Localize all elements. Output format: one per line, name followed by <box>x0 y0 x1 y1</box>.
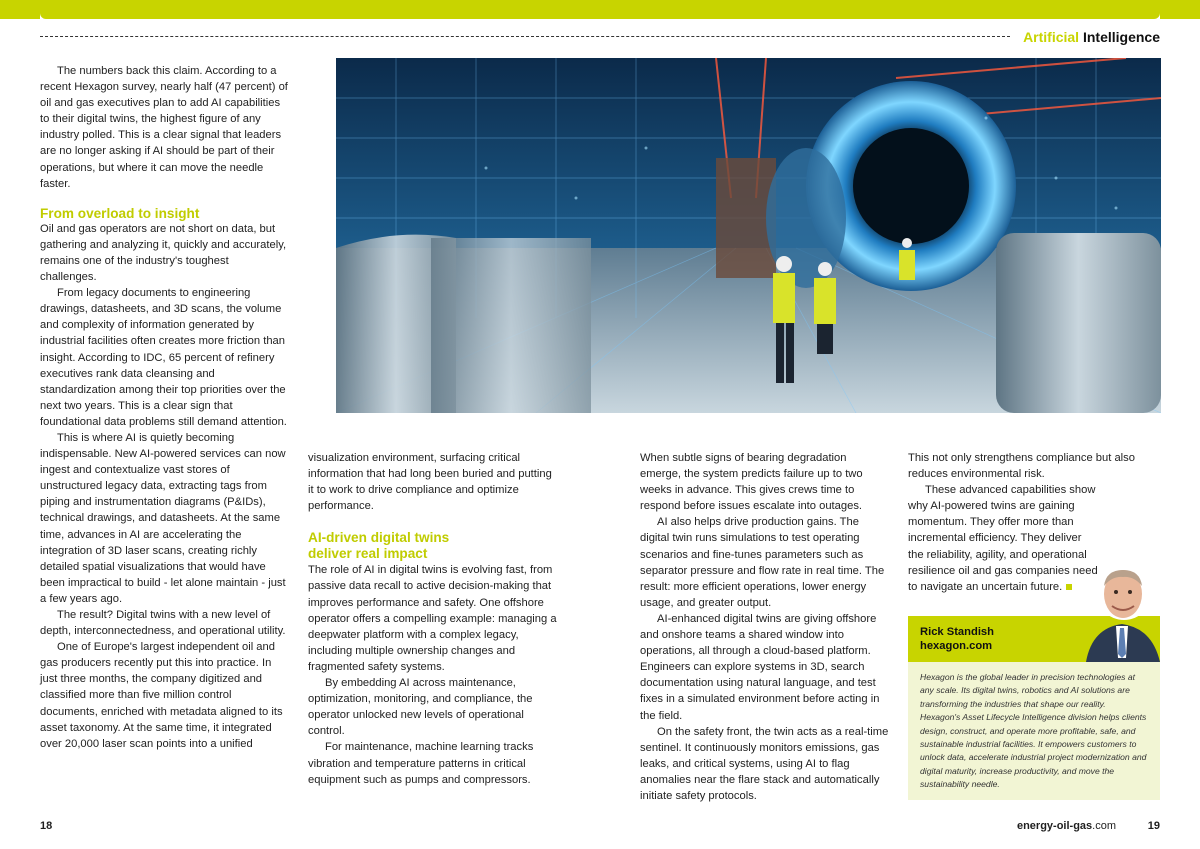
footer-website-name: energy-oil-gas <box>1016 820 1093 832</box>
digital-twin-facility-photo <box>336 58 1161 413</box>
paragraph: AI also helps drive production gains. The digital twin runs simulations to test operating scenarios and fine-tunes parameters such as separator pressure and flow rate in real time. The result: more efficient operations, lower energy usage, and greater output. <box>640 516 885 609</box>
paragraph: The numbers back this claim. According to a recent Hexagon survey, nearly half (47 percent) of oil and gas executives plan to add AI capabilities to their digital twins, the highest figure of any industry polled. This is a clear signal that leaders are no longer asking if AI should be part of their operations, but where it can move the needle faster. <box>40 65 288 190</box>
paragraph: For maintenance, machine learning tracks vibration and temperature patterns in critical equipment such as pumps and compressors. <box>308 741 534 786</box>
paragraph: On the safety front, the twin acts as a real-time sentinel. It continuously monitors emissions, gas leaks, and critical systems, using AI to flag anomalies near the flare stack and automatically initiate safety protocols. <box>640 725 889 802</box>
footer-website[interactable] <box>1017 820 1116 832</box>
top-accent-bar-right <box>1160 0 1200 19</box>
closing-text: These advanced capabilities show why AI-powered twins are gaining momentum. They offer more than incremental efficiency. They deliver the reliability, agility, and operational resilience oil and gas companies need to navigate an uncertain future. <box>908 484 1098 593</box>
article-column-3 <box>640 450 890 804</box>
paragraph: visualization environment, surfacing critical information that had long been buried and putting it to work to drive compliance and optimize performance. <box>308 452 552 513</box>
paragraph: The role of AI in digital twins is evolving fast, from passive data recall to active decision-making that improves performance and safety. One offshore operator offers a compelling example: managing a deepwater platform with a complex legacy, including multiple ownership changes and fragmented safety systems. <box>308 564 557 673</box>
top-accent-bar <box>40 0 1160 19</box>
paragraph: When subtle signs of bearing degradation emerge, the system predicts failure up to two weeks in advance. This gives crews time to respond before issues escalate into outages. <box>640 452 863 513</box>
company-bio: Hexagon is the global leader in precision technologies at any scale. Its digital twins, robotics and AI solutions are transforming the industries that shape our reality. Hexagon's Asset Lifecycle Intelligence division helps clients design, construct, and operate more profitable, safe, and sustainable industrial facilities. It empowers customers to unlock data, accelerate industrial project modernization and digital maturity, increase productivity, and move the sustainability needle. <box>908 662 1160 800</box>
page-number-right: 19 <box>1147 820 1160 832</box>
paragraph: This not only strengthens compliance but also reduces environmental risk. <box>908 452 1135 481</box>
paragraph: By embedding AI across maintenance, optimization, monitoring, and compliance, the operator unlocked new levels of operational control. <box>308 677 533 738</box>
header-rule <box>40 36 1010 37</box>
article-column-1 <box>40 63 288 752</box>
section-tag-highlight: Artificial <box>1023 29 1080 45</box>
paragraph: From legacy documents to engineering drawings, datasheets, and 3D scans, the volume and complexity of information generated by industrial facilities often creates more friction than insight. According to IDC, 65 percent of refinery executives rank data cleansing and standardization among their top priorities over the next two years. This is a clear sign that foundational data problems still demand attention. <box>40 287 287 428</box>
author-portrait <box>1082 558 1160 662</box>
footer-website-tld: .com <box>1092 820 1116 832</box>
paragraph-closing <box>908 482 1098 595</box>
paragraph: AI-enhanced digital twins are giving offshore and onshore teams a shared window into operations, all through a cloud-based platform. Engineers can explore systems in 3D, search documentation using natural language, and test fixes in a simulated environment before acting in the field. <box>640 612 880 722</box>
author-website: hexagon.com <box>920 640 993 652</box>
section-tag-rest: Intelligence <box>1082 29 1160 45</box>
paragraph: Oil and gas operators are not short on data, but gathering and analyzing it, quickly and accurately, remains one of the industry's toughest challenges. <box>40 222 287 284</box>
page-number-left: 18 <box>40 820 53 832</box>
paragraph: This is where AI is quietly becoming indispensable. New AI-powered services can now ingest and contextualize vast stores of unstructured legacy data, extracting tags from piping and instrumentation diagrams (P&IDs), technical drawings, and datasheets. At the same time, advances in AI are accelerating the integration of 3D laser scans, creating richly detailed spatial visualizations that would have been impractical to build - let alone maintain - just a few years ago. <box>40 431 286 605</box>
paragraph: One of Europe's largest independent oil and gas producers recently put this into practice. In just three months, the company digitized and classified more than five million control documents, enriched with metadata aligned to its asset taxonomy. At the same time, it integrated over 20,000 laser scan points into a unified <box>40 641 283 750</box>
article-column-2 <box>308 450 558 788</box>
subheading-digital-twins: AI-driven digital twins deliver real impact <box>308 530 450 562</box>
square-end-mark-icon <box>1066 584 1072 590</box>
section-tag <box>1023 29 1160 45</box>
paragraph: The result? Digital twins with a new level of depth, interconnectedness, and operational utility. <box>40 609 286 638</box>
author-name: Rick Standish <box>920 626 994 638</box>
subheading-overload: From overload to insight <box>40 205 200 221</box>
top-accent-bar-left <box>0 0 40 19</box>
